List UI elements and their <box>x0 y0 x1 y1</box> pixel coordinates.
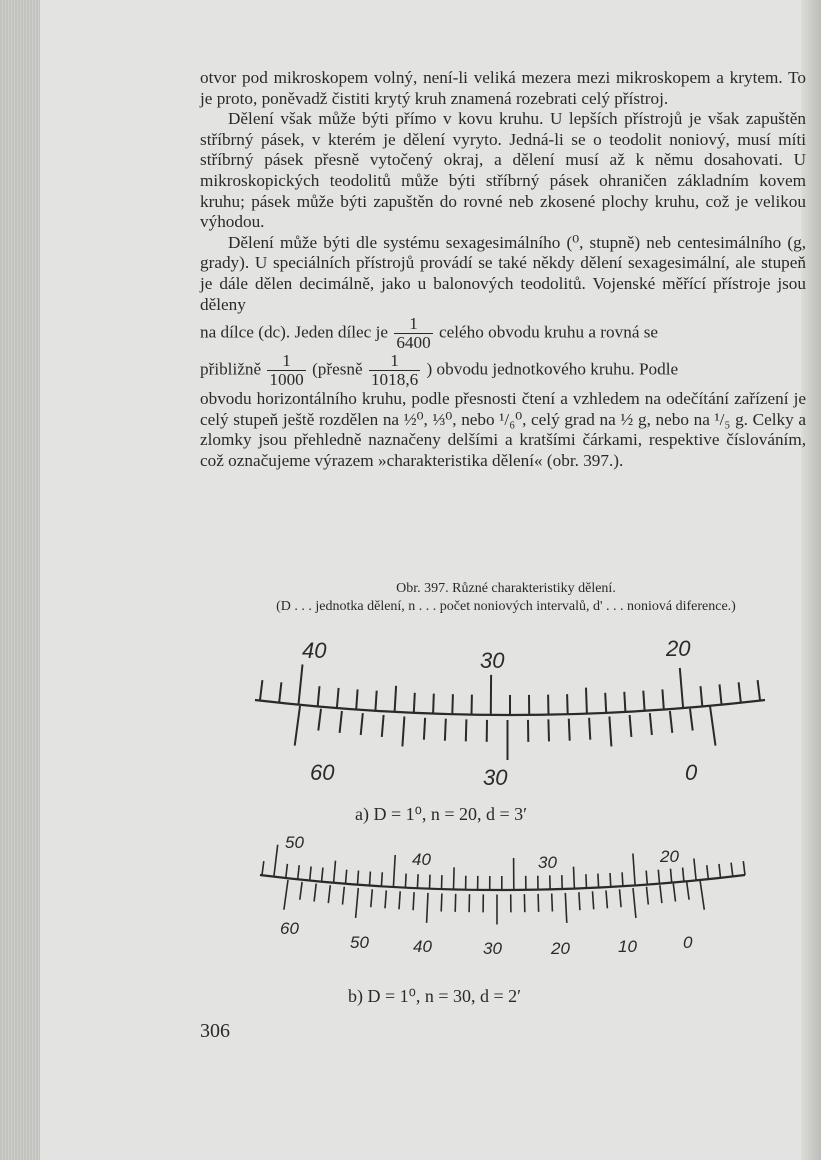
figure-b-lower-tick <box>700 880 704 910</box>
figure-b-lower-tick <box>314 884 316 902</box>
figure-a-upper-tick <box>279 682 281 702</box>
figure-a-lower-tick <box>445 719 446 741</box>
fraction-1-numerator: 1 <box>409 314 418 334</box>
figure-b-upper-tick <box>334 861 336 883</box>
figure-a-bottom-label: 60 <box>310 760 335 785</box>
figure-a-upper-tick <box>701 686 703 706</box>
figure-b-bottom-label: 10 <box>618 937 637 956</box>
fraction-1-1018 <box>369 352 420 389</box>
figure-b-scale <box>260 833 745 1007</box>
figure-b-top-label: 40 <box>412 850 431 869</box>
figure-b-upper-tick <box>598 874 599 888</box>
paragraph-1: otvor pod mikroskopem volný, není-li veliká mezera mezi mikroskopem a krytem. To je proto, poněvadž čistiti krytý kruh znamená rozebrati celý přístroj. <box>200 68 806 108</box>
figure-b-caption: b) D = 1⁰, n = 30, d = 2′ <box>348 986 522 1006</box>
figure-a-upper-tick <box>643 691 644 711</box>
figure-b-upper-tick <box>370 872 371 886</box>
caption-title: Obr. 397. Různé charakteristiky dělení. <box>396 581 616 596</box>
fraction-1-denominator: 6400 <box>396 333 431 353</box>
figure-b-lower-tick <box>399 891 400 909</box>
book-edge-left <box>0 0 40 1160</box>
figure-a-upper-tick <box>433 694 434 714</box>
figure-b-lower-tick <box>343 887 345 905</box>
figure-b-lower-tick <box>552 894 553 912</box>
figure-b-bottom-label: 20 <box>551 939 570 958</box>
figure-b-upper-tick <box>381 872 382 886</box>
figure-b-lower-tick <box>633 888 636 918</box>
formula-line-2-pre: přibližně <box>200 359 262 379</box>
figure-b-top-label: 20 <box>660 847 679 866</box>
fraction-1-1000 <box>267 352 305 389</box>
figure-b-lower-tick <box>385 890 386 908</box>
figure-b-upper-tick <box>430 875 431 889</box>
paragraph-4: obvodu horizontálního kruhu, podle přesnosti čtení a vzhledem na odečítání zařízení je celý stupeň ještě rozdělen na ½⁰, ⅓⁰, nebo ¹/₆⁰, celý grad na ½ g, nebo na ¹/₅ g. Celky a zlomky jsou přehledně naznačeny delšími a kratšími čárkami, respektive číslováním, což označujeme výrazem »charakteristika dělení« (obr. 397.). <box>200 389 806 470</box>
figure-a-lower-tick <box>548 719 549 741</box>
fraction-2-denominator: 1000 <box>269 370 304 390</box>
figure-caption <box>200 580 812 616</box>
figure-b-upper-tick <box>707 865 709 879</box>
figure-a-bottom-label: 30 <box>483 765 508 790</box>
figure-a-upper-tick <box>337 688 339 708</box>
figure-a-upper-tick <box>680 668 683 708</box>
figure-b-upper-tick <box>393 855 395 887</box>
figure-a-lower-tick <box>609 717 611 747</box>
figure-b-upper-tick <box>417 874 418 888</box>
figure-a-lower-tick <box>295 706 300 746</box>
figure-a-lower-tick <box>340 711 342 733</box>
figure-b-lower-tick <box>620 889 622 907</box>
formula-line-1-pre: na dílce (dc). Jeden dílec je <box>200 322 389 342</box>
figure-a-lower-tick <box>424 718 425 740</box>
figure-a-lower-tick <box>589 718 590 740</box>
figure-a-top-label: 40 <box>302 638 327 663</box>
formula-line-2-mid: (přesně <box>312 359 363 379</box>
formula-line-1-post: celého obvodu kruhu a rovná se <box>438 322 659 342</box>
page-number: 306 <box>200 1020 230 1042</box>
figure-a-lower-tick <box>466 719 467 741</box>
formula-line-2-post: ) obvodu jednotkového kruhu. Podle <box>426 359 679 379</box>
figure-a-bottom-label: 0 <box>685 760 698 785</box>
figure-b-lower-tick <box>593 891 594 909</box>
figure-a-lower-tick <box>690 709 693 731</box>
figure-a-lower-tick <box>630 715 632 737</box>
formula-line-1 <box>200 315 806 352</box>
figure-a-upper-tick <box>356 689 357 709</box>
figure-a-top-label: 20 <box>666 636 691 661</box>
figure-397-scales <box>200 630 810 1010</box>
caption-legend: (D . . . jednotka dělení, n . . . počet noniových intervalů, d' . . . noniová diference.) <box>276 599 736 614</box>
figure-b-upper-tick <box>454 867 455 889</box>
figure-a-upper-tick <box>375 691 376 711</box>
figure-b-upper-tick <box>671 869 672 883</box>
figure-b-top-label: 30 <box>538 853 557 872</box>
figure-a-lower-tick <box>710 706 716 746</box>
figure-b-lower-tick <box>427 893 428 923</box>
figure-b-lower-tick <box>565 893 567 923</box>
figure-b-top-label: 50 <box>285 833 304 852</box>
paragraph-3: Dělení může býti dle systému sexagesimálního (⁰, stupně) neb centesimálního (g, grady). U speciálních přístrojů provádí se také někdy dělení sexagesimální, ale stupeň je dále dělen decimálně, jako u balonových teodolitů. Vojenské měřící přístroje jsou děleny <box>200 232 806 314</box>
figure-b-lower-tick <box>356 888 359 918</box>
figure-b-upper-tick <box>622 872 623 886</box>
figure-a-upper-tick <box>586 688 587 714</box>
figure-b-upper-tick <box>658 870 659 884</box>
figure-b-lower-tick <box>660 885 662 903</box>
figure-a-lower-tick <box>670 711 672 733</box>
figure-a-upper-tick <box>452 694 453 714</box>
figure-a-lower-tick <box>650 713 652 735</box>
figure-b-upper-tick <box>405 874 406 888</box>
figure-b-upper-tick <box>683 868 684 882</box>
figure-b-lower-tick <box>647 887 649 905</box>
figure-b-lower-ticks <box>284 880 704 925</box>
figure-b-lower-tick <box>606 890 607 908</box>
figure-b-bottom-label: 50 <box>350 933 369 952</box>
figure-b-upper-tick <box>610 873 611 887</box>
figure-a-lower-tick <box>569 719 570 741</box>
figure-b-lower-tick <box>284 880 288 910</box>
figure-a-top-label: 30 <box>480 648 505 673</box>
figure-b-upper-tick <box>586 874 587 888</box>
figure-b-upper-tick <box>731 863 733 877</box>
figure-b-upper-tick <box>286 864 288 878</box>
figure-a-upper-tick <box>414 693 415 713</box>
figure-b-lower-tick <box>455 894 456 912</box>
figure-b-lower-tick <box>579 892 580 910</box>
figure-b-bottom-label: 30 <box>483 939 502 958</box>
figure-a-lower-tick <box>382 715 384 737</box>
figure-b-upper-tick <box>694 859 696 881</box>
paragraph-2: Dělení však může býti přímo v kovu kruhu. U lepších přístrojů je však zapuštěn stříbrný pásek, v kterém je dělení vyryto. Jedná-li se o teodolit noniový, musí míti stříbrný pásek přesně vytočený okraj, a dělení musí až k němu dosahovati. U mikroskopických teodolitů může býti stříbrný pásek ohraničen základním kovem kruhu; pásek může býti zapuštěn do rovné neb zkosené plochy kruhu, což je velikou výhodou. <box>200 109 806 232</box>
figure-a-lower-tick <box>402 717 404 747</box>
figure-b-upper-tick <box>262 861 264 875</box>
figure-a-upper-tick <box>567 694 568 714</box>
figure-b-upper-tick <box>743 861 745 875</box>
figure-a-upper-tick <box>395 686 397 712</box>
formula-line-2 <box>200 352 806 389</box>
figure-a-lower-tick <box>318 709 321 731</box>
figure-a-upper-tick <box>624 692 625 712</box>
figure-b-lower-tick <box>673 884 675 902</box>
figure-a-caption: a) D = 1⁰, n = 20, d = 3′ <box>355 804 528 824</box>
figure-b-upper-tick <box>633 854 635 886</box>
figure-a-upper-tick <box>318 686 320 706</box>
figure-b-upper-tick <box>719 864 721 878</box>
figure-b-upper-tick <box>346 870 347 884</box>
figure-b-bottom-label: 0 <box>683 933 693 952</box>
fraction-2-numerator: 1 <box>282 351 291 371</box>
figure-b-lower-tick <box>538 894 539 912</box>
figure-a-scale <box>255 636 765 825</box>
figure-a-lower-tick <box>361 713 363 735</box>
figure-a-upper-tick <box>739 682 741 702</box>
figure-b-upper-tick <box>574 867 575 889</box>
figure-b-upper-tick <box>646 871 647 885</box>
figure-b-upper-tick <box>358 871 359 885</box>
figure-b-bottom-label: 40 <box>413 937 432 956</box>
figure-a-upper-tick <box>758 680 760 700</box>
figure-b-lower-tick <box>687 882 689 900</box>
figure-b-upper-tick <box>322 868 323 882</box>
figure-a-upper-tick <box>605 693 606 713</box>
fraction-3-numerator: 1 <box>390 351 399 371</box>
figure-a-upper-tick <box>662 689 663 709</box>
figure-b-upper-tick <box>310 867 311 881</box>
figure-b-upper-tick <box>298 865 300 879</box>
fraction-3-denominator: 1018,6 <box>370 370 419 390</box>
figure-b-lower-tick <box>371 889 373 907</box>
fraction-1-6400 <box>394 315 432 352</box>
figure-a-upper-tick <box>260 680 262 700</box>
figure-b-lower-tick <box>300 882 302 900</box>
figure-b-lower-tick <box>413 892 414 910</box>
body-text <box>200 68 806 472</box>
figure-b-upper-tick <box>274 845 278 877</box>
figure-a-upper-tick <box>299 665 303 705</box>
figure-b-bottom-label: 60 <box>280 919 299 938</box>
figure-a-upper-tick <box>720 684 722 704</box>
figure-b-lower-tick <box>441 894 442 912</box>
figure-b-lower-tick <box>328 885 330 903</box>
